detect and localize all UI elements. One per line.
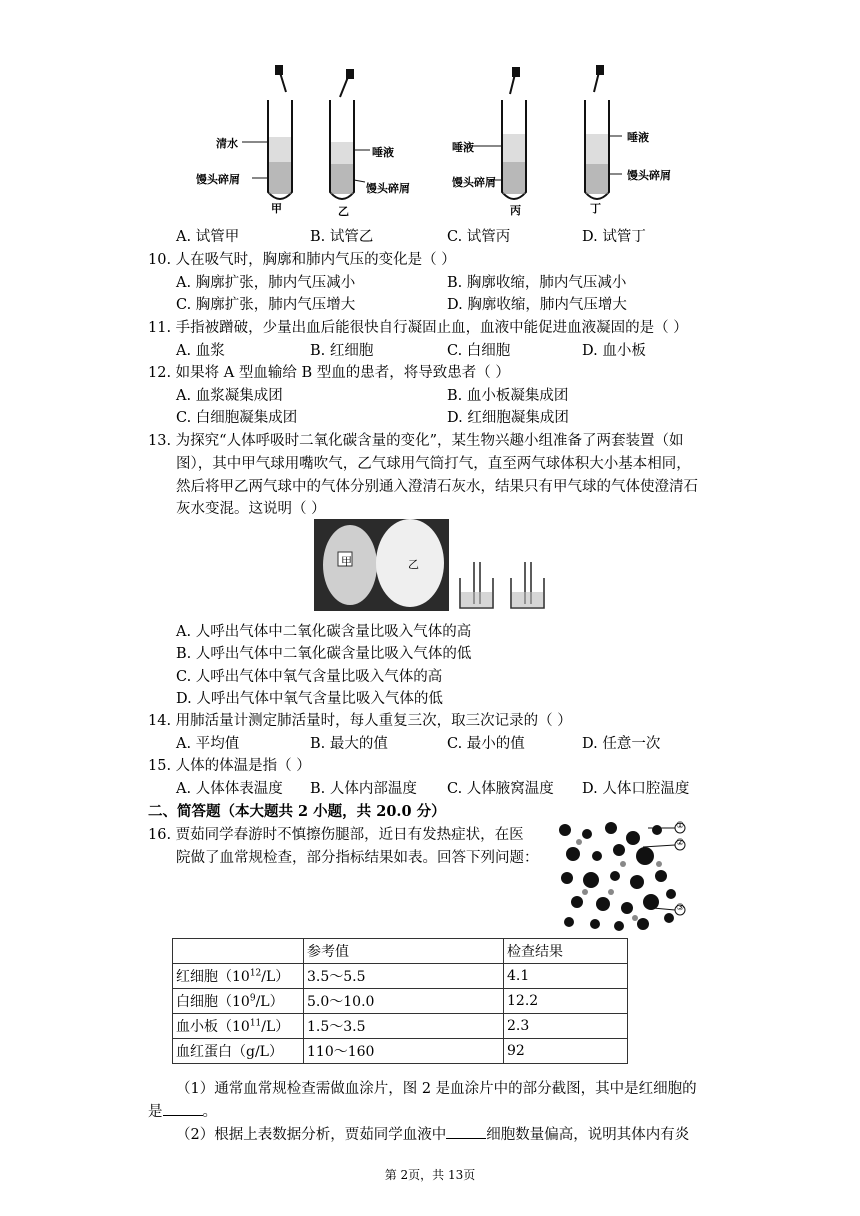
tube-label-bread: 馒头碎屑: [627, 169, 671, 182]
test-tubes-figure: [190, 62, 690, 222]
sub-question-2: （2）根据上表数据分析，贾茹同学血液中 细胞数量偏高，说明其体内有炎: [176, 1127, 690, 1143]
table-row: [173, 964, 628, 989]
option-a: A. 胸廓扩张，肺内气压减小: [176, 275, 356, 291]
table-cell-name: 红细胞$(10^{12}/L)$: [173, 964, 304, 989]
tube-name-yi: 乙: [338, 205, 349, 218]
section-heading: 二、简答题（本大题共 2 小题，共 20.0 分）: [148, 803, 446, 820]
table-cell-ref: 5.0～10.0: [304, 989, 504, 1014]
table-row: [173, 1039, 628, 1064]
option-c: C. 人呼出气体中氧气含量比吸入气体的高: [176, 669, 443, 685]
answer-blank[interactable]: [163, 1103, 203, 1116]
tube-label-water: 清水: [216, 137, 238, 150]
option-c: C. 白细胞凝集成团: [176, 410, 298, 426]
question-12-stem: 12. 如果将 A 型血输给 B 型血的患者，将导致患者（ ）: [148, 365, 510, 381]
table-row: [173, 989, 628, 1014]
option-d: D. 任意一次: [582, 736, 661, 752]
tube-name-bing: 丙: [510, 204, 521, 217]
table-row: [173, 1014, 628, 1039]
question-10-stem: 10. 人在吸气时，胸廓和肺内气压的变化是（ ）: [148, 252, 456, 268]
option-d: D. 血小板: [582, 343, 646, 359]
blood-smear-image: [553, 820, 688, 932]
question-13-stem-line: 13. 为探究“人体呼吸时二氧化碳含量的变化”，某生物兴趣小组准备了两套装置（如: [148, 433, 684, 449]
table-cell-ref: 1.5～3.5: [304, 1014, 504, 1039]
balloon-label-jia: 甲: [341, 555, 352, 568]
option-a: A. 人体体表温度: [176, 781, 283, 797]
option-c: C. 人体腋窝温度: [447, 781, 554, 797]
page-footer: 第 2页，共 13页: [384, 1168, 476, 1182]
question-16-stem-line: 院做了血常规检查，部分指标结果如表。回答下列问题：: [176, 850, 539, 866]
option-d: D. 人呼出气体中氧气含量比吸入气体的低: [176, 691, 443, 707]
question-15-stem: 15. 人体的体温是指（ ）: [148, 758, 311, 774]
table-header-cell: 检查结果: [504, 939, 628, 964]
option-b: B. 红细胞: [310, 343, 374, 359]
table-cell-result: 12.2: [504, 989, 628, 1014]
option-d: D. 试管丁: [582, 229, 646, 245]
smear-label-3: ③: [676, 903, 685, 913]
tube-label-bread: 馒头碎屑: [196, 173, 240, 186]
option-b: B. 胸廓收缩，肺内气压减小: [447, 275, 627, 291]
table-cell-result: 2.3: [504, 1014, 628, 1039]
option-c: C. 白细胞: [447, 343, 511, 359]
option-c: C. 试管丙: [447, 229, 511, 245]
table-header-cell: 参考值: [304, 939, 504, 964]
question-13-stem-line: 灰水变混。这说明（ ）: [176, 501, 326, 517]
table-header-cell: [173, 939, 304, 964]
option-a: A. 试管甲: [176, 229, 240, 245]
option-c: C. 最小的值: [447, 736, 525, 752]
question-13-stem-line: 图），其中甲气球用嘴吹气，乙气球用气筒打气，直至两气球体积大小基本相同，: [176, 456, 691, 472]
balloon-photo: [314, 519, 449, 611]
answer-blank[interactable]: [446, 1126, 486, 1139]
option-a: A. 血浆凝集成团: [176, 388, 283, 404]
table-cell-name: 血红蛋白（g/L）: [173, 1039, 304, 1064]
lime-water-beakers: [455, 560, 550, 612]
smear-label-2: ②: [676, 838, 685, 848]
table-cell-result: 92: [504, 1039, 628, 1064]
tube-label-saliva: 唾液: [627, 131, 649, 144]
tube-name-jia: 甲: [271, 202, 282, 215]
option-c: C. 胸廓扩张，肺内气压增大: [176, 297, 356, 313]
blood-test-table: [172, 938, 628, 1064]
smear-label-1: ①: [676, 821, 685, 831]
tube-name-ding: 丁: [590, 202, 601, 215]
option-a: A. 血浆: [176, 343, 225, 359]
tube-label-saliva: 唾液: [372, 146, 394, 159]
question-13-stem-line: 然后将甲乙两气球中的气体分别通入澄清石灰水，结果只有甲气球的气体使澄清石: [176, 479, 698, 495]
option-d: D. 红细胞凝集成团: [447, 410, 569, 426]
table-cell-ref: 110～160: [304, 1039, 504, 1064]
sub-question-1-answer-line: 是 。: [148, 1104, 217, 1120]
balloon-label-yi: 乙: [408, 558, 419, 571]
tube-label-bread: 馒头碎屑: [452, 176, 496, 189]
sub-question-1: （1）通常血常规检查需做血涂片，图 2 是血涂片中的部分截图，其中是红细胞的: [176, 1081, 697, 1097]
option-b: B. 人体内部温度: [310, 781, 417, 797]
question-14-stem: 14. 用肺活量计测定肺活量时，每人重复三次，取三次记录的（ ）: [148, 713, 572, 729]
table-header-row: [173, 939, 628, 964]
option-d: D. 胸廓收缩，肺内气压增大: [447, 297, 627, 313]
option-b: B. 最大的值: [310, 736, 388, 752]
option-b: B. 人呼出气体中二氧化碳含量比吸入气体的低: [176, 646, 472, 662]
tube-label-bread: 馒头碎屑: [366, 182, 410, 195]
option-a: A. 人呼出气体中二氧化碳含量比吸入气体的高: [176, 624, 472, 640]
table-cell-name: 白细胞$(10^9/L)$: [173, 989, 304, 1014]
option-b: B. 试管乙: [310, 229, 374, 245]
option-b: B. 血小板凝集成团: [447, 388, 569, 404]
table-cell-ref: 3.5～5.5: [304, 964, 504, 989]
option-d: D. 人体口腔温度: [582, 781, 690, 797]
table-cell-result: 4.1: [504, 964, 628, 989]
question-16-stem-line: 16. 贾茹同学春游时不慎擦伤腿部，近日有发热症状，在医: [148, 827, 524, 843]
question-11-stem: 11. 手指被蹭破，少量出血后能很快自行凝固止血，血液中能促进血液凝固的是（ ）: [148, 320, 688, 336]
table-cell-name: 血小板$(10^{11}/L)$: [173, 1014, 304, 1039]
option-a: A. 平均值: [176, 736, 240, 752]
tube-label-saliva: 唾液: [452, 141, 474, 154]
